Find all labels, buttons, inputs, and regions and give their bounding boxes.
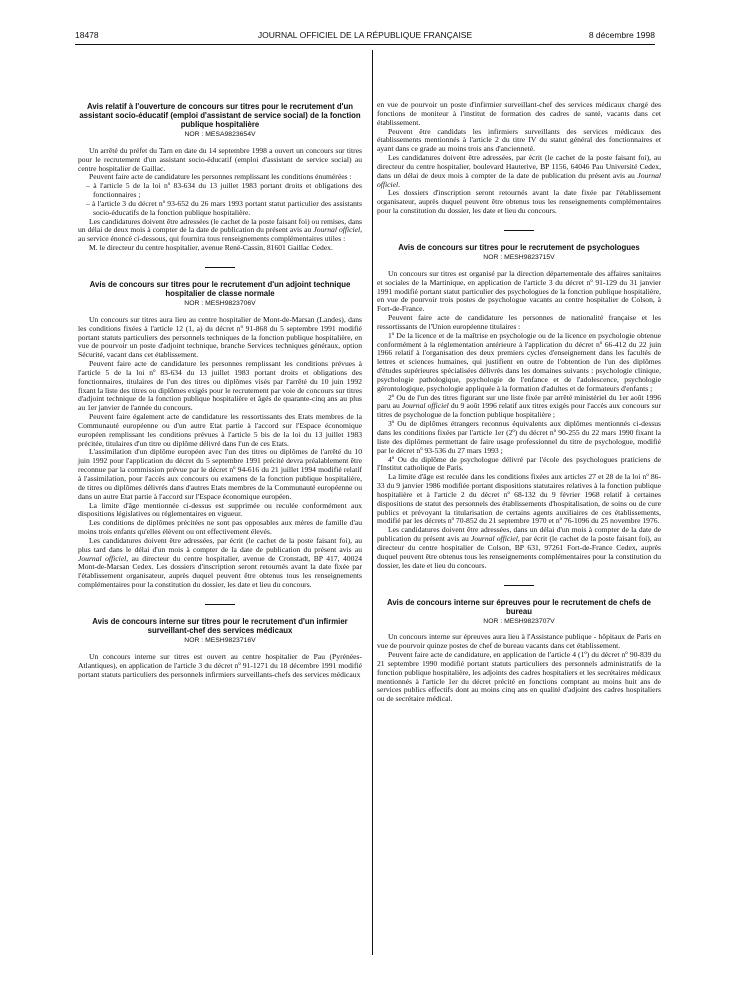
list-item: – à l'article 5 de la loi nº 83-634 du 13 juillet 1983 portant droits et obligations des fonctionnaires ; (86, 181, 362, 200)
paragraph: Peuvent faire acte de candidature, en application de l'article 4 (1º) du décret nº 90-839 du 21 septembre 1990 modifié portant statuts particuliers des personnels administratifs de la fonction publique hospitalière, les adjoints des cadres hospitaliers et les secrétaires médicaux mentionnés à l'article 1er du décret précité en fonctions comptant au moins huit ans de services publics effectifs dont au moins cinq ans en qualité d'adjoint des cadres hospitaliers ou de secrétaire médical. (377, 650, 661, 704)
paragraph: Peuvent être candidats les infirmiers surveillants des services médicaux des établissements mentionnés à l'article 2 du titre IV du statut général des fonctionnaires et ayant dans ce grade au moins trois ans d'ancienneté. (377, 126, 661, 154)
nor-reference: NOR : MESH9823715V (483, 253, 555, 261)
journal-title: JOURNAL OFFICIEL DE LA RÉPUBLIQUE FRANÇAISE (257, 30, 473, 40)
paragraph: Les candidatures doivent être adressées (le cachet de la poste faisant foi) ou remises, dans un délai de deux mois à compter de la date de publication du présent avis au Journal officiel, au service énoncé ci-dessous, qui fournira tous renseignements complémentaires utiles : (78, 216, 362, 244)
paragraph: Un concours sur titres aura lieu au centre hospitalier de Mont-de-Marsan (Landes), dans les conditions fixées à l'article 12 (1, a) du décret nº 91-868 du 5 septembre 1991 modifié portant statuts particuliers des personnels techniques de la fonction publique hospitalière, en vue de pourvoir un poste d'adjoint technique, branche Services techniques généraux, option Sécurité, vacant dans cet établissement. (78, 314, 362, 360)
paragraph: Les dossiers d'inscription seront retournés avant la date fixée par l'établissement organisateur, auprès duquel peuvent être obtenus tous les renseignements complémentaires pour la constitution du dossier, les date et lieu du concours. (377, 188, 661, 216)
paragraph: 3º Ou de diplômes étrangers reconnus équivalents aux diplômes mentionnés ci-dessus dans les conditions fixées par l'article 1er (2º) du décret nº 90-255 du 22 mars 1990 fixant la liste des diplômes permettant de faire usage professionnel du titre de psychologue, modifié par le décret nº 93-536 du 27 mars 1993 ; (377, 419, 661, 455)
paragraph: Peuvent faire acte de candidature les personnes remplissant les conditions prévues à l'article 5 de la loi nº 83-634 du 13 juillet 1983 portant droits et obligations des fonctionnaires, titulaires de l'un des titres ou diplômes visés par l'arrêté du 10 juin 1992 fixant la liste des titres ou diplômes exigés pour le recrutement par voie de concours sur titres d'adjoint technique de la fonction publique hospitalière et âgés de quarante-cinq ans au plus au 1er janvier de l'année du concours. (78, 359, 362, 413)
notice-infirmier-surveillant-chef (78, 617, 362, 679)
notice-assistant-socio-educatif (78, 102, 362, 253)
paragraph: 4º Ou du diplôme de psychologue délivré par l'école des psychologues praticiens de l'Institut catholique de Paris. (377, 454, 661, 473)
paragraph: La limite d'âge mentionnée ci-dessus est supprimée ou reculée conformément aux dispositions législatives ou réglementaires en vigueur. (78, 500, 362, 519)
nor-reference: NOR : MESH9823716V (184, 636, 256, 644)
right-column (377, 101, 661, 704)
notice-title: Avis relatif à l'ouverture de concours sur titres pour le recrutement d'un assistant socio-éducatif (emploi d'assistant de service social) de la fonction publique hospitalière (79, 102, 361, 129)
notice-title: Avis de concours interne sur titres pour le recrutement d'un infirmier surveillant-chef des services médicaux (92, 616, 348, 635)
notice-chefs-de-bureau (377, 598, 661, 705)
running-header (75, 30, 655, 44)
paragraph: Les candidatures doivent être adressées, dans un délai d'un mois à compter de la date de publication du présent avis au Journal officiel, par écrit (le cachet de la poste faisant foi), au directeur du centre hospitalier de Colson, BP 631, 97261 Fort-de-France Cedex, auprès duquel peuvent être obtenus tous les renseignements complémentaires pour la constitution du dossier, les date et lieu du concours. (377, 525, 661, 570)
paragraph: Un concours sur titres est organisé par la direction départementale des affaires sanitaires et sociales de la Martinique, en application de l'article 3 du décret nº 91-129 du 31 janvier 1991 modifié portant statut particulier des psychologues de la fonction publique hospitalière, en vue de pourvoir trois postes de psychologue vacants au centre hospitalier de Colson, à Fort-de-France. (377, 268, 661, 314)
issue-date: 8 décembre 1998 (588, 30, 655, 40)
paragraph: Un concours interne sur épreuves aura lieu à l'Assistance publique - hôpitaux de Paris en vue de pourvoir quinze postes de chef de bureau vacants dans cet établissement. (377, 632, 661, 651)
paragraph: en vue de pourvoir un poste d'infirmier surveillant-chef des services médicaux chargé des fonctions de moniteur à l'institut de formation des cadres de santé, vacants dans cet établissement. (377, 100, 661, 127)
paragraph: Peuvent faire également acte de candidature les ressortissants des Etats membres de la Communauté européenne ou d'un autre Etat partie à l'accord sur l'Espace économique européen remplissant les conditions prévues à l'article 5 bis de la loi du 13 juillet 1983 précitée, titulaires d'un titre ou diplôme délivré dans l'un de ces Etats. (78, 412, 362, 448)
notice-psychologues (377, 243, 661, 571)
notice-title: Avis de concours sur titres pour le recrutement d'un adjoint technique hospitalier de classe normale (89, 279, 351, 298)
paragraph: Les candidatures doivent être adressées, par écrit (le cachet de la poste faisant foi), au directeur du centre hospitalier, boulevard Hauterive, BP 1156, 64046 Pau Université Cedex, dans un délai de deux mois à compter de la date de publication du présent avis au Journal officiel. (377, 153, 661, 189)
left-column (78, 102, 362, 679)
notice-adjoint-technique (78, 280, 362, 590)
paragraph: Un concours interne sur titres est ouvert au centre hospitalier de Pau (Pyrénées-Atlantiques), en application de l'article 3 du décret nº 91-1271 du 18 décembre 1991 modifié portant statuts particuliers des personnels infirmiers surveillants-chefs des services médicaux (78, 651, 362, 679)
paragraph: Les candidatures doivent être adressées, par écrit (le cachet de la poste faisant foi), au plus tard dans le délai d'un mois à compter de la date de publication du présent avis au Journal officiel, au directeur du centre hospitalier, avenue de Cronstadt, BP 417, 40024 Mont-de-Marsan Cedex. Les dossiers d'inscription seront retournés avant la date fixée par l'établissement organisateur, auprès duquel peuvent être obtenus tous les renseignements complémentaires pour la constitution du dossier, les date et lieu du concours. (78, 535, 362, 590)
notice-title: Avis de concours interne sur épreuves pour le recrutement de chefs de bureau (386, 597, 652, 616)
paragraph: Un arrêté du préfet du Tarn en date du 14 septembre 1998 a ouvert un concours sur titres pour le recrutement d'un assistant socio-éducatif (emploi d'assistant de service social) au centre hospitalier de Gaillac. (78, 145, 362, 173)
paragraph: 2º Ou de l'un des titres figurant sur une liste fixée par arrêté ministériel du 1er août 1996 paru au Journal officiel du 9 août 1996 relatif aux titres exigés pour l'accès aux concours sur titres de psychologue de la fonction publique hospitalière ; (377, 392, 661, 420)
nor-reference: NOR : MESH9823707V (483, 617, 555, 625)
header-rule (75, 44, 655, 45)
paragraph: Les conditions de diplômes précitées ne sont pas opposables aux mères de famille d'au moins trois enfants qu'elles élèvent ou ont effectivement élevés. (78, 518, 362, 537)
list-item: – à l'article 3 du décret nº 93-652 du 26 mars 1993 portant statut particulier des assistants socio-éducatifs de la fonction publique hospitalière. (86, 198, 362, 217)
column-divider (372, 50, 373, 955)
paragraph: 1º De la licence et de la maîtrise en psychologie ou de la licence en psychologie obtenue conformément à la réglementation antérieure à l'application du décret nº 66-412 du 22 juin 1966 relatif à l'organisation des deux premiers cycles d'enseignement dans les facultés de lettres et sciences humaines, qui justifient en outre de l'obtention de l'un des diplômes d'études supérieures spécialisées délivrés dans les domaines suivants : psychologie clinique, psychologie pathologique, psychologie de l'enfance et de l'adolescence, psychologie gérontologique, psychologie appliquée à la formation d'adultes et de formateurs d'enfants ; (377, 330, 661, 393)
nor-reference: NOR : MESH9823706V (184, 299, 256, 307)
paragraph: Peuvent faire acte de candidature les personnes remplissant les conditions énumérées : (89, 172, 352, 182)
nor-reference: NOR : MESA9823654V (184, 131, 256, 138)
notice-infirmier-continued (377, 101, 661, 216)
page-number: 18478 (75, 30, 99, 40)
notice-title: Avis de concours sur titres pour le recrutement de psychologues (398, 242, 640, 252)
paragraph: Peuvent faire acte de candidature les personnes de nationalité française et les ressortissants de l'Union européenne titulaires : (377, 313, 661, 331)
paragraph: L'assimilation d'un diplôme européen avec l'un des titres ou diplômes de l'arrêté du 10 juin 1992 pour l'application du décret du 5 septembre 1991 précité devra préalablement être reconnue par la commission prévue par le décret nº 94-616 du 21 juillet 1994 modifié relatif à l'assimilation, pour l'accès aux concours ou examens de la fonction publique hospitalière, de titres ou diplômes délivrés dans d'autres Etats membres de la Communauté européenne ou dans un autre Etat partie à l'accord sur l'Espace économique européen. (78, 447, 362, 501)
paragraph: M. le directeur du centre hospitalier, avenue René-Cassin, 81601 Gaillac Cedex. (89, 243, 333, 253)
paragraph: La limite d'âge est reculée dans les conditions fixées aux articles 27 et 28 de la loi nº 86-33 du 9 janvier 1986 modifiée portant dispositions statutaires relatives à la fonction publique hospitalière et à l'article 2 du décret nº 68-132 du 9 février 1968 relatif à certaines dispositions de statut des personnels des établissements d'hospitalisation, de soins ou de cure publics et prévoyant la titularisation de certains agents auxiliaires de ces établissements, modifié par les décrets nº 70-852 du 21 septembre 1970 et nº 76-1096 du 25 novembre 1976. (377, 472, 661, 526)
